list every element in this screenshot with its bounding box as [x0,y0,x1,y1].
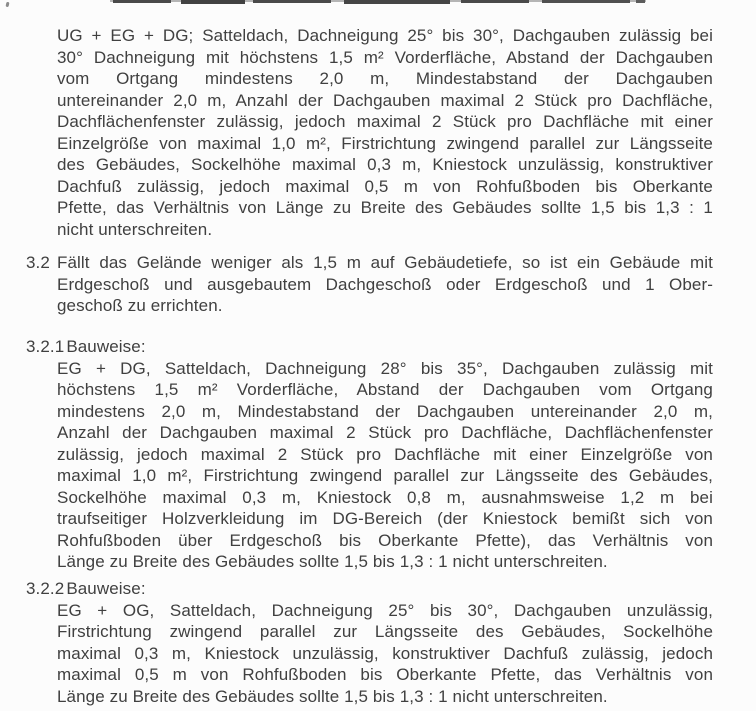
section-3-2-2 [26,578,713,707]
section-heading-row [26,336,713,358]
text-line: traufseitiger Holzverkleidung im DG-Bereich (der Kniestock bemißt sich von [57,509,713,528]
text-line: nicht unterschreiten. [57,219,213,239]
text-line: Rohfußboden über Erdgeschoß bis Oberkante Pfette), das Verhältnis von [57,530,713,550]
text-line: vom Ortgang mindestens 2,0 m, Mindestabstand der Dachgauben [57,69,713,88]
section-number: 3.2 [26,253,50,272]
text-line: UG + EG + DG; Satteldach, Dachneigung 25° bis 30°, Dachgauben zulässig bei [57,26,713,45]
text-line: höchstens 1,5 m² Vorderfläche, Abstand der Dachgauben vom Ortgang [57,380,713,399]
section-heading: Bauweise: [66,579,146,598]
section-heading-row [26,578,713,600]
text-line: 30° Dachneigung mit höchstens 1,5 m² Vorderfläche, Abstand der Dachgauben [57,47,713,67]
scan-artifact-top-strip [0,0,756,6]
text-line: EG + OG, Satteldach, Dachneigung 25° bis 30°, Dachgauben unzulässig, [57,600,713,620]
text-line: EG + DG, Satteldach, Dachneigung 28° bis 35°, Dachgauben zulässig mit [57,358,713,378]
section-number: 3.2.1 [26,337,65,356]
text-line: geschoß zu errichten. [57,296,223,315]
section-number: 3.2.2 [26,579,65,598]
text-line: Einzelgröße von maximal 1,0 m², Firstrichtung zwingend parallel zur Längsseite [57,133,713,153]
text-line: mindestens 2,0 m, Mindestabstand der Dachgauben untereinander 2,0 m, [57,401,713,421]
text-line: Länge zu Breite des Gebäudes sollte 1,5 bis 1,3 : 1 nicht unterschreiten. [57,552,608,571]
scan-artifact-speck [6,2,10,8]
text-line: Dachfuß zulässig, jedoch maximal 0,5 m von Rohfußboden bis Oberkante [57,176,713,196]
section-heading: Bauweise: [66,337,146,356]
section-3-2 [26,252,713,317]
text-line: Erdgeschoß und ausgebautem Dachgeschoß oder Erdgeschoß und 1 Ober- [57,274,713,294]
text-line: Dachflächenfenster zulässig, jedoch maximal 2 Stück pro Dachfläche mit einer [57,112,713,131]
text-line: des Gebäudes, Sockelhöhe maximal 0,3 m, Kniestock unzulässig, konstruktiver [57,155,713,174]
text-line: Fällt das Gelände weniger als 1,5 m auf Gebäudetiefe, so ist ein Gebäude mit [57,253,713,272]
paragraph-ug-eg-dg [57,25,713,240]
text-line: maximal 0,5 m von Rohfußboden bis Oberkante Pfette, das Verhältnis von [57,665,713,684]
text-line: Sockelhöhe maximal 0,3 m, Kniestock 0,8 m, ausnahmsweise 1,2 m bei [57,487,713,507]
text-line: Länge zu Breite des Gebäudes sollte 1,5 bis 1,3 : 1 nicht unterschreiten. [57,686,608,706]
text-line: Anzahl der Dachgauben maximal 2 Stück pro Dachfläche, Dachflächenfenster [57,423,713,442]
text-line: untereinander 2,0 m, Anzahl der Dachgauben maximal 2 Stück pro Dachfläche, [57,90,713,110]
text-line: Pfette, das Verhältnis von Länge zu Breite des Gebäudes sollte 1,5 bis 1,3 : 1 [57,198,713,217]
text-line: maximal 0,3 m, Kniestock unzulässig, konstruktiver Dachfuß zulässig, jedoch [57,643,713,663]
text-line: zulässig, jedoch maximal 2 Stück pro Dachfläche mit einer Einzelgröße von [57,444,713,464]
text-line: Firstrichtung zwingend parallel zur Längsseite des Gebäudes, Sockelhöhe [57,622,713,641]
text-line: maximal 1,0 m², Firstrichtung zwingend parallel zur Längsseite des Gebäudes, [57,466,713,485]
section-3-2-1 [26,336,713,573]
